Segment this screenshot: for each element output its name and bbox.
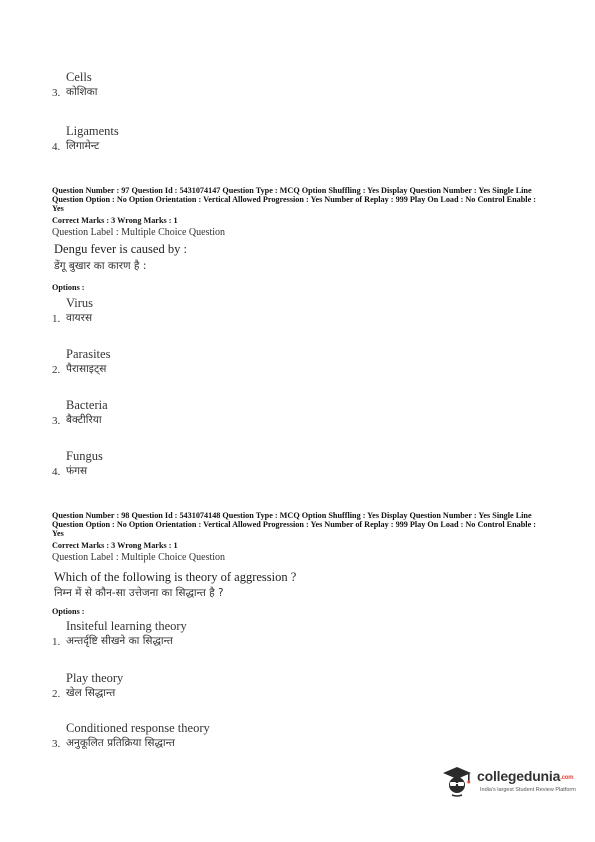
option-text-en: Ligaments bbox=[66, 124, 119, 138]
prev-option-3 bbox=[52, 70, 97, 99]
question-97-text-en: Dengu fever is caused by : bbox=[54, 242, 187, 256]
q97-option-1 bbox=[52, 296, 93, 325]
q98-option-1 bbox=[52, 619, 187, 648]
option-text-en: Bacteria bbox=[66, 398, 108, 412]
question-97-text-hi: डेंगू बुखार का कारण है : bbox=[54, 260, 147, 272]
option-text-en: Fungus bbox=[66, 449, 103, 463]
option-text-en: Parasites bbox=[66, 347, 111, 361]
question-98-marks: Correct Marks : 3 Wrong Marks : 1 bbox=[52, 541, 178, 550]
graduate-mascot-icon bbox=[440, 764, 474, 798]
brand-name: collegedunia.com bbox=[477, 768, 574, 784]
option-text-en: Insiteful learning theory bbox=[66, 619, 187, 633]
q97-option-4 bbox=[52, 449, 103, 478]
question-97-marks: Correct Marks : 3 Wrong Marks : 1 bbox=[52, 216, 178, 225]
question-98-meta: Question Number : 98 Question Id : 5431074148 Question Type : MCQ Option Shuffling : Yes Display Question Number : Yes Single Line Question Option : No Option Orientation : Vertical Allowed Progression : Yes Number of Replay : 999 Play On Load : No Control Enable : Yes bbox=[52, 511, 536, 538]
prev-option-4 bbox=[52, 124, 119, 153]
question-98-label: Question Label : Multiple Choice Question bbox=[52, 552, 226, 563]
option-text-en: Play theory bbox=[66, 671, 124, 685]
option-text-hi: बैक्टीरिया bbox=[66, 414, 102, 426]
option-text-hi: फंगस bbox=[66, 465, 88, 477]
option-number: 4. bbox=[52, 466, 61, 478]
question-98-options-label: Options : bbox=[52, 607, 85, 616]
collegedunia-logo bbox=[440, 762, 580, 802]
option-text-hi: अनुकूलित प्रतिक्रिया सिद्धान्त bbox=[66, 737, 175, 749]
question-97-options-label: Options : bbox=[52, 283, 85, 292]
q97-option-3 bbox=[52, 398, 108, 427]
option-text-en: Cells bbox=[66, 70, 92, 84]
option-text-en: Conditioned response theory bbox=[66, 721, 210, 735]
q98-option-2 bbox=[52, 671, 123, 700]
option-number: 3. bbox=[52, 87, 61, 99]
option-text-hi: अन्तर्दृष्टि सीखने का सिद्धान्त bbox=[66, 635, 173, 647]
question-98-text-hi: निम्न में से कौन-सा उत्तेजना का सिद्धान्त है ? bbox=[54, 587, 224, 599]
option-text-hi: वायरस bbox=[66, 312, 93, 324]
question-97-meta: Question Number : 97 Question Id : 5431074147 Question Type : MCQ Option Shuffling : Yes Display Question Number : Yes Single Line Question Option : No Option Orientation : Vertical Allowed Progression : Yes Number of Replay : 999 Play On Load : No Control Enable : Yes bbox=[52, 186, 536, 213]
q97-option-2 bbox=[52, 347, 110, 376]
brand-suffix: .com bbox=[560, 775, 574, 781]
option-number: 3. bbox=[52, 415, 61, 427]
option-text-hi: पैरासाइट्स bbox=[66, 363, 107, 375]
option-number: 2. bbox=[52, 688, 61, 700]
option-number: 1. bbox=[52, 636, 61, 648]
brand-tagline: India's largest Student Review Platform bbox=[480, 787, 576, 793]
option-number: 3. bbox=[52, 738, 61, 750]
option-number: 4. bbox=[52, 141, 61, 153]
option-text-hi: खेल सिद्धान्त bbox=[66, 687, 116, 699]
option-number: 2. bbox=[52, 364, 61, 376]
question-98-text-en: Which of the following is theory of aggression ? bbox=[54, 570, 297, 584]
q98-option-3 bbox=[52, 721, 210, 750]
option-text-en: Virus bbox=[66, 296, 94, 310]
question-97-label: Question Label : Multiple Choice Question bbox=[52, 227, 226, 238]
option-text-hi: कोशिका bbox=[66, 86, 98, 98]
option-number: 1. bbox=[52, 313, 61, 325]
option-text-hi: लिगामेन्ट bbox=[66, 140, 100, 152]
